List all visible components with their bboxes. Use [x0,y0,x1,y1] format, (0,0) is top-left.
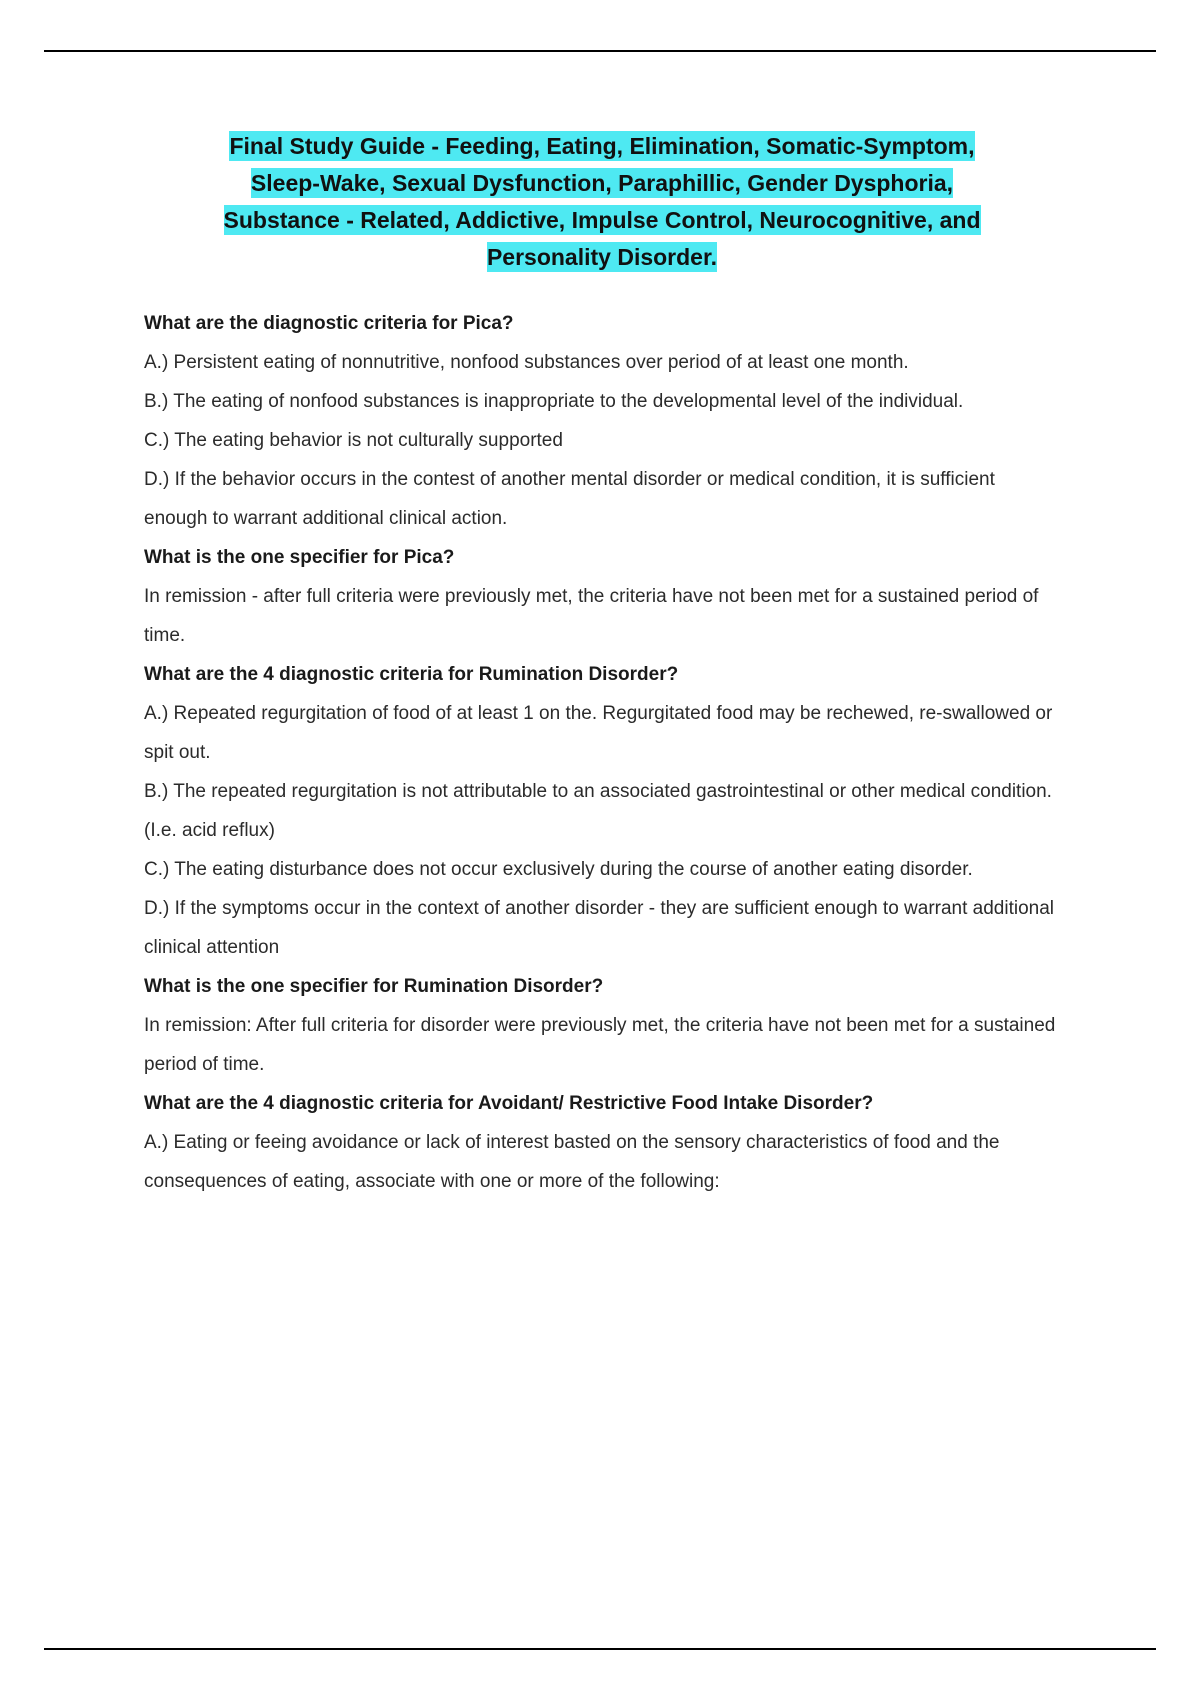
page-title [144,128,1060,276]
answer-text: C.) The eating disturbance does not occur exclusively during the course of another eating disorder. [144,859,973,880]
answer-text: B.) The eating of nonfood substances is inappropriate to the developmental level of the individual. [144,391,964,412]
answer-text: C.) The eating behavior is not culturally supported [144,430,563,451]
question-text: What is the one specifier for Pica? [144,547,455,568]
answer-text: A.) Eating or feeing avoidance or lack of interest basted on the sensory characteristics of food and the consequences of eating, associate with one or more of the following: [144,1132,1000,1192]
question-text: What are the diagnostic criteria for Pica? [144,313,514,334]
page-title-line-4: Personality Disorder. [486,244,718,270]
page-title-line-2: Sleep-Wake, Sexual Dysfunction, Paraphillic, Gender Dysphoria, [250,170,954,196]
question-text: What are the 4 diagnostic criteria for Avoidant/ Restrictive Food Intake Disorder? [144,1093,874,1114]
page-title-line-3: Substance - Related, Addictive, Impulse Control, Neurocognitive, and [223,207,981,233]
answer-text: D.) If the behavior occurs in the contest of another mental disorder or medical condition, it is sufficient enough to warrant additional clinical action. [144,469,995,529]
document-body [144,128,1060,1201]
question-text: What is the one specifier for Rumination Disorder? [144,976,604,997]
answer-text: In remission - after full criteria were previously met, the criteria have not been met for a sustained period of time. [144,586,1039,646]
footer-divider [44,1648,1156,1650]
answer-text: A.) Persistent eating of nonnutritive, nonfood substances over period of at least one month. [144,352,909,373]
answer-text: A.) Repeated regurgitation of food of at least 1 on the. Regurgitated food may be rechewed, re-swallowed or spit out. [144,703,1053,763]
page-title-line-1: Final Study Guide - Feeding, Eating, Elimination, Somatic-Symptom, [229,133,975,159]
header-divider [44,50,1156,52]
answer-text: In remission: After full criteria for disorder were previously met, the criteria have not been met for a sustained period of time. [144,1015,1056,1075]
answer-text: B.) The repeated regurgitation is not attributable to an associated gastrointestinal or other medical condition. (I.e. acid reflux) [144,781,1052,841]
question-text: What are the 4 diagnostic criteria for Rumination Disorder? [144,664,679,685]
answer-text: D.) If the symptoms occur in the context of another disorder - they are sufficient enough to warrant additional clinical attention [144,898,1055,958]
